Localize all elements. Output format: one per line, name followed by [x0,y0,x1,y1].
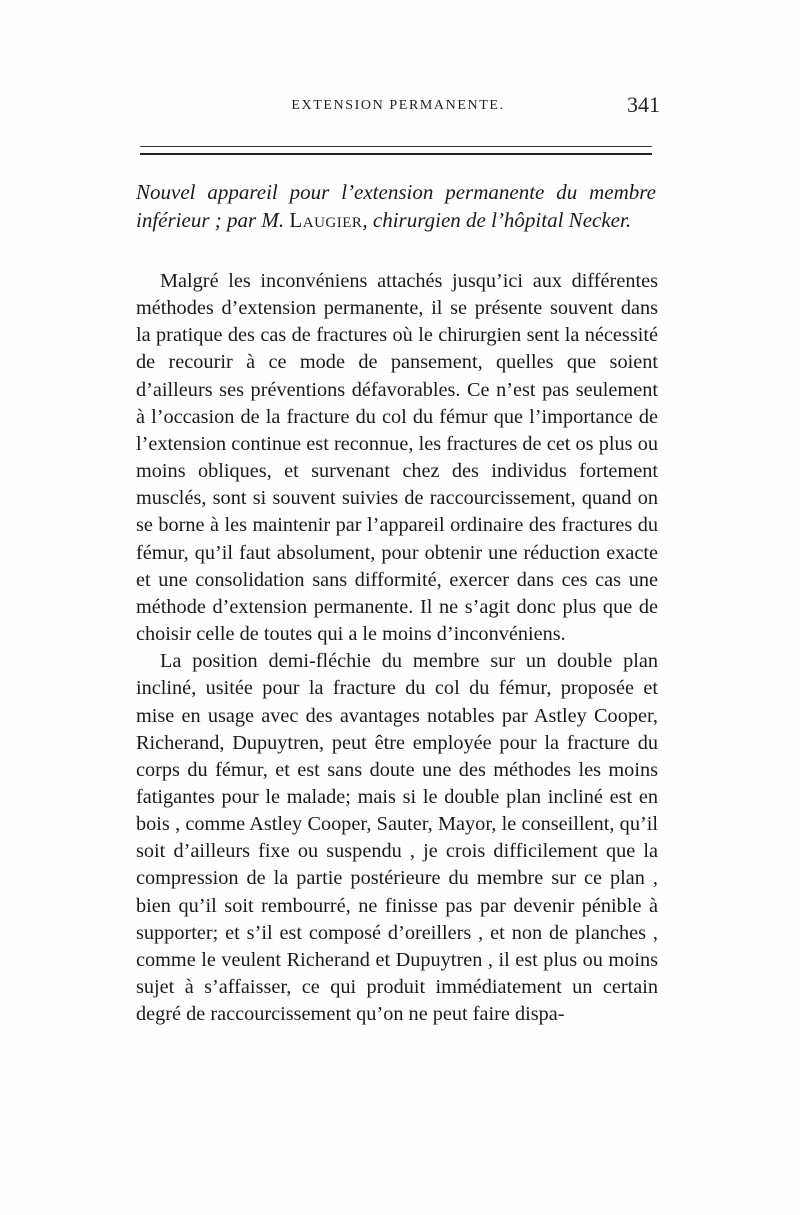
title-text-end: , chirurgien de l’hôpital Necker. [362,208,632,232]
page-number: 341 [627,92,660,117]
title-text: Nouvel appareil pour l’extension permanente du membre inférieur ; par M. [136,180,656,232]
paragraph: La position demi-fléchie du membre sur un double plan incliné, usitée pour la fracture du col du fémur, proposée et mise en usage avec des avantages notables par Astley Cooper, Richerand, Dupuytren, peut être employée pour la fracture du corps du fémur, et est sans doute une des méthodes les moins fatigantes pour le malade; mais si le double plan incliné est en bois , comme Astley Cooper, Sauter, Mayor, le conseillent, qu’il soit d’ailleurs fixe ou suspendu , je crois difficilement que la compression de la partie postérieure du membre sur ce plan , bien qu’il soit rembourré, ne finisse pas par devenir pénible à supporter; et s’il est composé d’oreillers , et non de planches , comme le veulent Richerand et Dupuytren , il est plus ou moins sujet à s’affaisser, ce qui produit immédiatement un certain degré de raccourcissement qu’on ne peut faire dispa- [136,650,658,1026]
header-rule [140,146,652,155]
body-text [136,268,658,1028]
running-title: EXTENSION PERMANENTE. [291,98,505,113]
running-head [136,92,660,122]
article-title [136,178,656,234]
author-name: Laugier [289,208,363,232]
paragraph: Malgré les inconvéniens attachés jusqu’ici aux différentes méthodes d’extension permanente, il se présente souvent dans la pratique des cas de fractures où le chirurgien sent la nécessité de recourir à ce mode de pansement, quelles que soient d’ailleurs ses préventions défavorables. Ce n’est pas seulement à l’occasion de la fracture du col du fémur que l’importance de l’extension continue est reconnue, les fractures de cet os plus ou moins obliques, et survenant chez des individus fortement musclés, sont si souvent suivies de raccourcissement, quand on se borne à les maintenir par l’appareil ordinaire des fractures du fémur, qu’il faut absolument, pour obtenir une réduction exacte et une consolidation sans difformité, exercer dans ces cas une méthode d’extension permanente. Il ne s’agit donc plus que de choisir celle de toutes qui a le moins d’inconvéniens. [136,270,658,646]
